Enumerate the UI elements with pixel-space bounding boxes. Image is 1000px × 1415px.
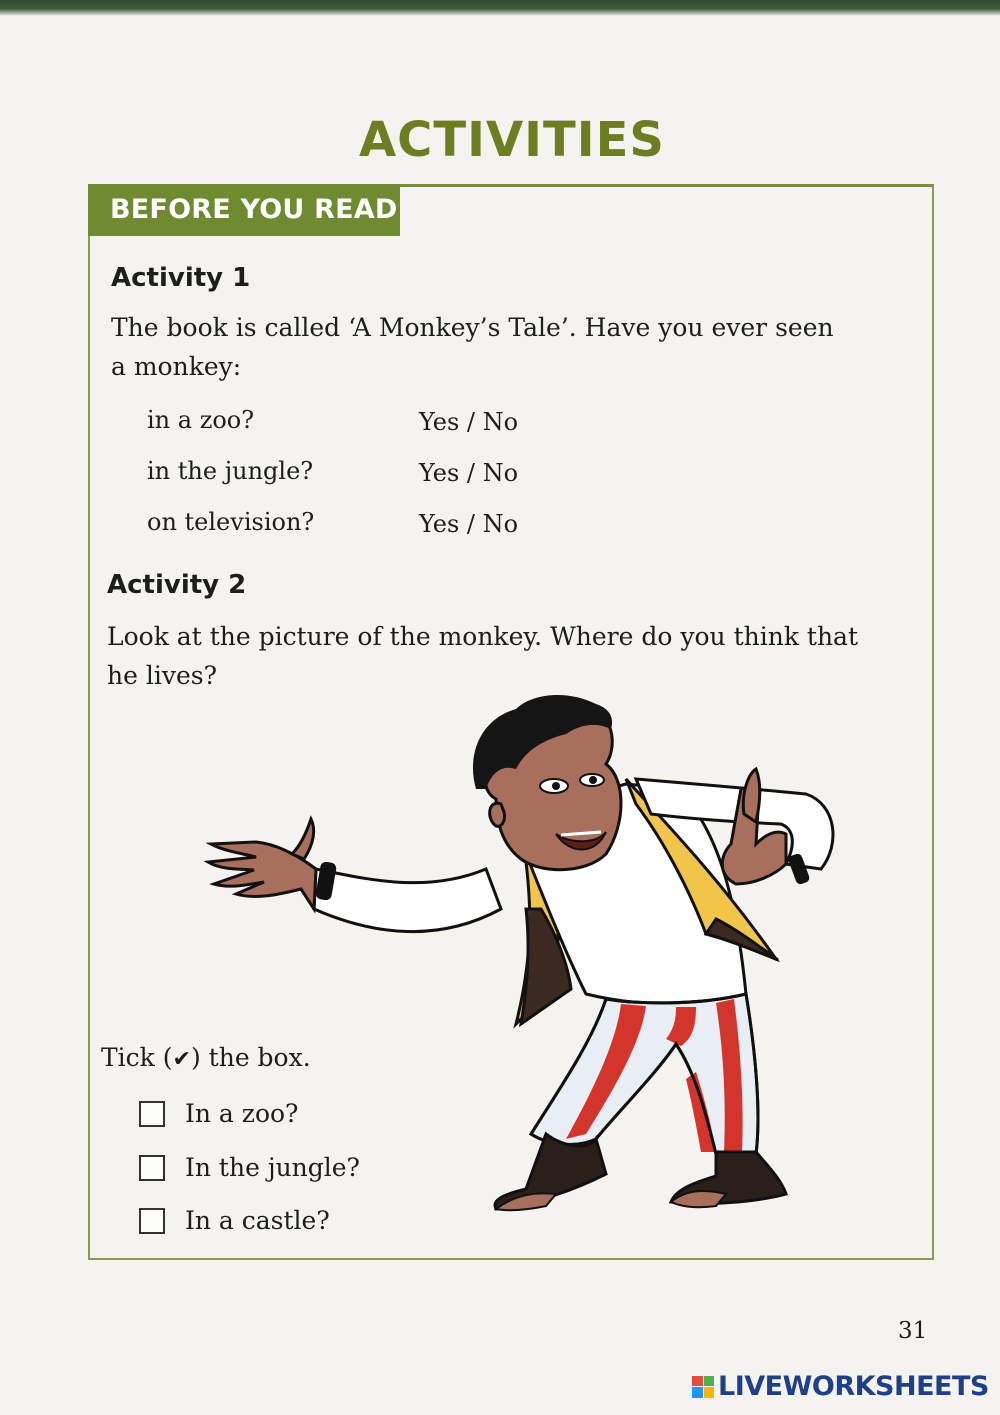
option-row-zoo bbox=[139, 1099, 298, 1128]
liveworksheets-logo-icon bbox=[692, 1376, 714, 1398]
liveworksheets-watermark bbox=[692, 1371, 989, 1402]
question-text: on television? bbox=[147, 508, 315, 536]
monkey-illustration bbox=[196, 694, 856, 1224]
option-row-jungle bbox=[139, 1153, 360, 1182]
question-text: in the jungle? bbox=[147, 457, 314, 485]
activity-2-text bbox=[107, 617, 858, 695]
checkbox-castle[interactable] bbox=[139, 1208, 165, 1234]
question-row bbox=[147, 457, 313, 485]
top-edge-band bbox=[0, 0, 1000, 16]
activity-1-heading: Activity 1 bbox=[111, 263, 251, 293]
checkbox-jungle[interactable] bbox=[139, 1155, 165, 1181]
section-label: BEFORE YOU READ bbox=[88, 184, 400, 236]
activity-1-text-line2: a monkey: bbox=[111, 352, 242, 381]
option-row-castle bbox=[139, 1206, 330, 1235]
answer-choice[interactable]: Yes / No bbox=[419, 459, 519, 487]
activity-1-text-line1: The book is called ‘A Monkey’s Tale’. Have you ever seen bbox=[111, 313, 834, 342]
question-text: in a zoo? bbox=[147, 406, 255, 434]
answer-choice[interactable]: Yes / No bbox=[419, 510, 519, 538]
tick-suffix: ) the box. bbox=[190, 1043, 311, 1072]
page-number: 31 bbox=[898, 1318, 928, 1344]
page-title: ACTIVITIES bbox=[359, 112, 665, 168]
tick-instruction bbox=[101, 1038, 311, 1079]
answer-choice[interactable]: Yes / No bbox=[419, 408, 519, 436]
tick-prefix: Tick ( bbox=[101, 1043, 173, 1072]
tick-mark-icon: ✔ bbox=[172, 1047, 191, 1072]
question-row bbox=[147, 508, 314, 536]
activity-2-text-line1: Look at the picture of the monkey. Where do you think that bbox=[107, 622, 859, 651]
option-label: In the jungle? bbox=[185, 1153, 360, 1182]
activity-1-text bbox=[111, 308, 834, 386]
checkbox-zoo[interactable] bbox=[139, 1101, 165, 1127]
liveworksheets-text: LIVEWORKSHEETS bbox=[718, 1371, 989, 1402]
option-label: In a castle? bbox=[185, 1206, 330, 1235]
activity-2-text-line2: he lives? bbox=[107, 661, 217, 690]
question-row bbox=[147, 406, 254, 434]
activity-2-heading: Activity 2 bbox=[107, 570, 247, 600]
option-label: In a zoo? bbox=[185, 1099, 299, 1128]
